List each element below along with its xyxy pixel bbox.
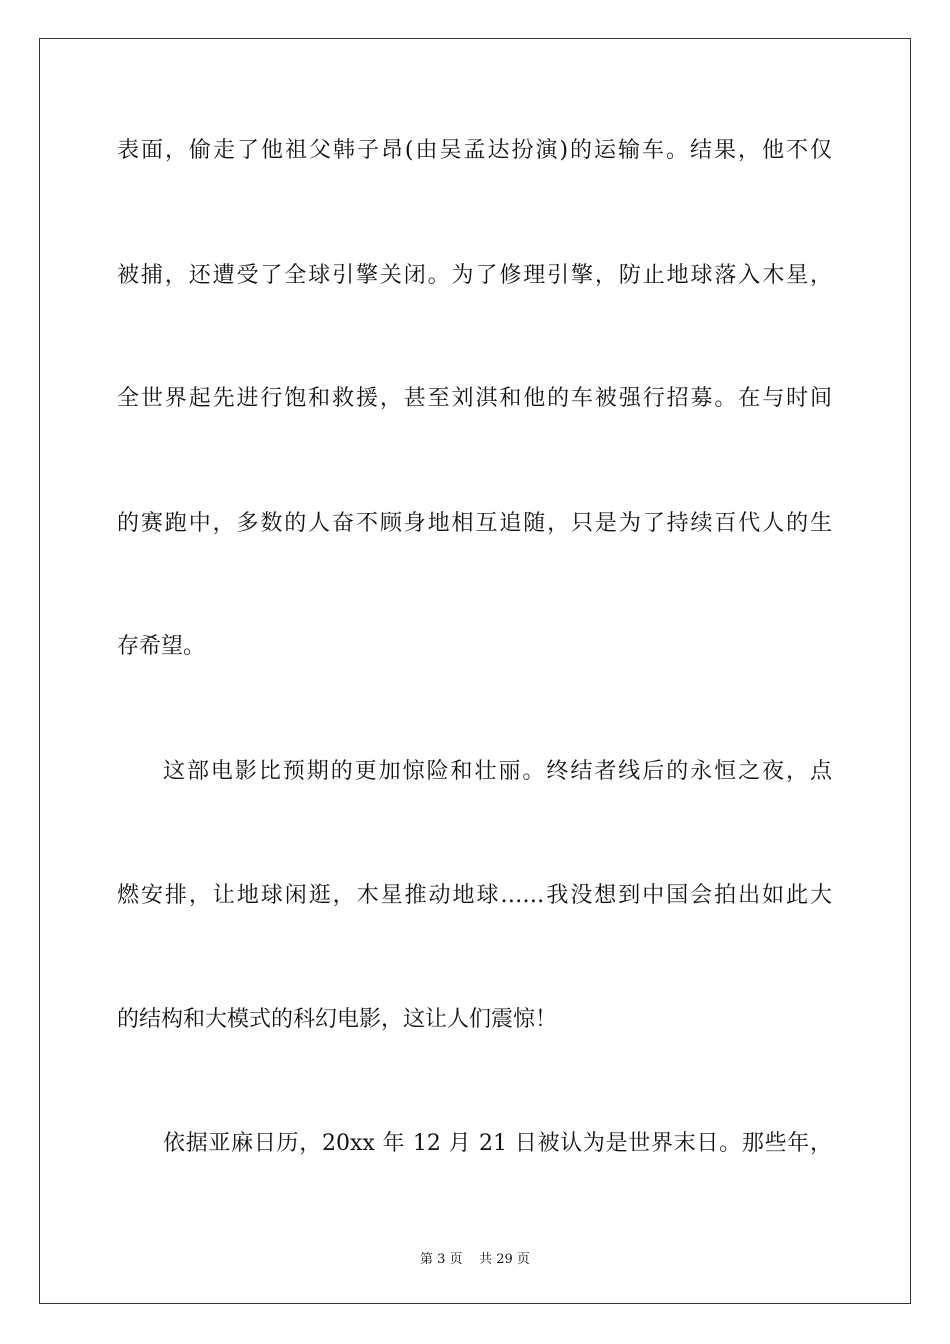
text-line-9: 依据亚麻日历，20xx 年 12 月 21 日被认为是世界末日。那些年，: [163, 1131, 832, 1156]
page-footer: [0, 1248, 950, 1267]
text-line-1: 表面，偷走了他祖父韩子昂(由吴孟达扮演)的运输车。结果，他不仅: [117, 138, 832, 163]
text-line-3: 全世界起先进行饱和救援，甚至刘淇和他的车被强行招募。在与时间: [117, 386, 832, 411]
page-number: 第 3 页: [420, 1252, 463, 1267]
page-border: [39, 38, 911, 1304]
text-line-4: 的赛跑中，多数的人奋不顾身地相互追随，只是为了持续百代人的生: [117, 511, 832, 536]
text-line-6: 这部电影比预期的更加惊险和壮丽。终结者线后的永恒之夜，点: [163, 759, 832, 784]
text-line-8: 的结构和大模式的科幻电影，这让人们震惊！: [117, 1007, 558, 1032]
text-line-5: 存希望。: [117, 634, 206, 659]
total-pages: 共 29 页: [479, 1252, 530, 1267]
text-line-2: 被捕，还遭受了全球引擎关闭。为了修理引擎，防止地球落入木星，: [117, 263, 832, 288]
text-line-7: 燃安排，让地球闲逛，木星推动地球……我没想到中国会拍出如此大: [117, 883, 832, 908]
